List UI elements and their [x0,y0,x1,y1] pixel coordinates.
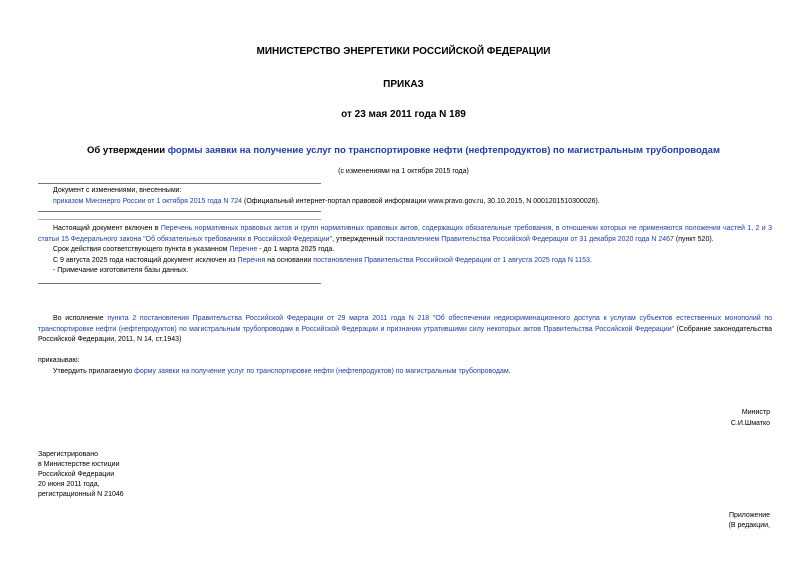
registration-line-1: Зарегистрировано [38,451,98,458]
approve-paragraph: Утвердить прилагаемую форму заявки на получение услуг по транспортировке нефти (нефтепродуктов) по магистральным трубопроводам. [53,368,511,375]
edition-note: (с изменениями на 1 октября 2015 года) [338,168,469,175]
status-paragraph-1: Настоящий документ включен в Перечень нормативных правовых актов и групп нормативных правовых актов, содержащих обязательные требования, в отношении которых не применяются положения частей 1, 2 и 3 статьи 15 Федерального закона "Об обязательных требованиях в Российской Федерации", утвержденный постановлением Правительства Российской Федерации от 31 декабря 2020 года N 2467 (пункт 520). [38,225,772,243]
registration-line-3: Российской Федерации [38,471,115,478]
title-prefix: Об утверждении [86,145,168,156]
status-paragraph-3: С 9 августа 2025 года настоящий документ исключен из Перечня на основании постановления Правительства Российской Федерации от 1 августа 2025 года N 1153. [53,257,592,264]
divider-2 [38,219,321,220]
appendix-edition: (В редакции, [728,522,770,529]
changes-order-link[interactable]: приказом Минэнерго России от 1 октября 2015 года N 724 [53,198,243,205]
order-word: приказываю: [38,357,80,364]
registration-line-2: в Министерстве юстиции [38,461,120,468]
changes-intro: Документ с изменениями, внесенными: [53,187,182,194]
changes-source: (Официальный интернет-портал правовой информации www.pravo.gov.ru, 30.10.2015, N 0001201510300026). [242,198,600,205]
db-producer-note: - Примечание изготовителя базы данных. [53,267,189,274]
title-form-link[interactable]: формы заявки на получение услуг по транспортировке нефти (нефтепродуктов) по магистральным трубопроводам [167,145,720,156]
decree-218-link[interactable]: пункта 2 постановления Правительства Российской Федерации от 29 марта 2011 года N 218 "Об обеспечении недискриминационного доступа к услугам субъектов естественных монополий по транспортировке нефти (нефтепродуктов) по магистральным трубопроводам в Российской Федерации и признании утратившими силу некоторых актов Правительства Российской Федерации" [38,315,773,333]
document-title [0,145,807,156]
government-decree-2467-link[interactable]: постановлением Правительства Российской Федерации от 31 декабря 2020 года N 2467 [385,235,674,243]
list-link-2[interactable]: Перечня [237,257,266,264]
registration-line-5: регистрационный N 21046 [38,491,124,498]
doc-type-heading: ПРИКАЗ [383,79,424,90]
divider-top [38,183,321,184]
signature-name: С.И.Шматко [730,420,770,427]
divider-bottom [38,283,321,284]
status-paragraph-2: Срок действия соответствующего пункта в указанном Перечне - до 1 марта 2025 года. [53,246,335,253]
list-link[interactable]: Перечне [229,246,258,253]
changes-line [53,197,773,208]
signature-position: Министр [741,409,770,416]
government-decree-1153-link[interactable]: постановления Правительства Российской Федерации от 1 августа 2025 года N 1153 [313,257,590,264]
ministry-heading: МИНИСТЕРСТВО ЭНЕРГЕТИКИ РОССИЙСКОЙ ФЕДЕРАЦИИ [256,46,551,57]
appendix-label: Приложение [728,512,770,519]
preamble-paragraph: Во исполнение пункта 2 постановления Правительства Российской Федерации от 29 марта 2011 года N 218 "Об обеспечении недискриминационного доступа к услугам субъектов естественных монополий по транспортировке нефти (нефтепродуктов) по магистральным трубопроводам в Российской Федерации и признании утратившими силу некоторых актов Правительства Российской Федерации" (Собрание законодательства Российской Федерации, 2011, N 14, ст.1943) [38,315,773,343]
mandatory-requirements-list-link[interactable]: Перечень нормативных правовых актов и групп нормативных правовых актов, содержащих обязательные требования, в отношении которых не применяются положения частей 1, 2 и 3 статьи 15 Федерального закона "Об обязательных требованиях в Российской Федерации" [38,225,772,243]
registration-line-4: 20 июня 2011 года, [38,481,100,488]
date-number-heading: от 23 мая 2011 года N 189 [341,109,466,120]
approved-form-link[interactable]: форму заявки на получение услуг по транспортировке нефти (нефтепродуктов) по магистральным трубопроводам [134,368,509,375]
divider-1 [38,211,321,212]
